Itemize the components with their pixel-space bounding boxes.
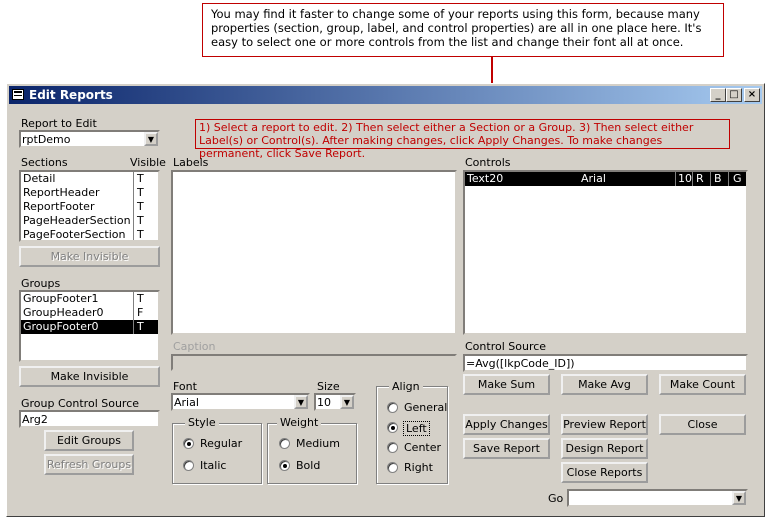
align-left-label: Left — [403, 421, 430, 436]
style-italic-radio[interactable] — [183, 460, 194, 471]
weight-bold-label: Bold — [296, 459, 321, 472]
make-count-button[interactable]: Make Count — [659, 374, 746, 395]
control-source-label: Control Source — [465, 340, 547, 353]
minimize-icon: _ — [715, 89, 721, 100]
group-control-source-label: Group Control Source — [21, 397, 140, 410]
weight-frame-title: Weight — [277, 416, 321, 429]
controls-list[interactable] — [463, 170, 748, 335]
sections-label: Sections — [21, 156, 68, 169]
labels-list[interactable] — [171, 170, 457, 335]
caption-label: Caption — [173, 340, 216, 353]
list-item[interactable]: Detail T — [23, 172, 144, 185]
maximize-icon: □ — [729, 89, 739, 100]
title-bar[interactable] — [9, 86, 762, 104]
align-left-radio[interactable] — [387, 422, 398, 433]
caption-input[interactable] — [171, 354, 457, 371]
style-frame — [172, 423, 262, 484]
align-general-radio[interactable] — [387, 402, 398, 413]
labels-label: Labels — [173, 156, 209, 169]
instructions-text: 1) Select a report to edit. 2) Then select either a Section or a Group. 3) Then select either Label(s) or Control(s). After making changes, click Apply Changes. To make changes permanent, click Save Report. — [199, 121, 694, 160]
weight-frame — [267, 423, 357, 484]
list-item[interactable]: PageHeaderSection T — [23, 214, 144, 227]
close-icon: × — [747, 89, 757, 100]
close-reports-button[interactable]: Close Reports — [561, 462, 648, 483]
form-icon — [12, 89, 24, 100]
align-right-radio[interactable] — [387, 462, 398, 473]
list-item-selected[interactable]: GroupFooter0 T — [21, 320, 158, 334]
font-label: Font — [173, 380, 197, 393]
chevron-down-icon[interactable]: ▼ — [294, 395, 308, 409]
edit-reports-window — [6, 83, 765, 517]
list-item[interactable]: ReportHeader T — [23, 186, 144, 199]
align-frame-title: Align — [389, 380, 423, 393]
make-sum-button[interactable]: Make Sum — [463, 374, 550, 395]
make-invisible-groups-button[interactable]: Make Invisible — [19, 366, 160, 387]
weight-medium-radio[interactable] — [279, 438, 290, 449]
help-callout-text: You may find it faster to change some of your reports using this form, because many properties (section, group, label, and control properties) are all in one place here. It's easy to select one or more controls from the list and change their font all at once. — [211, 7, 702, 49]
style-regular-label: Regular — [200, 437, 243, 450]
save-report-button[interactable]: Save Report — [463, 438, 550, 459]
instructions-note — [195, 119, 730, 160]
report-to-edit-label: Report to Edit — [21, 117, 97, 130]
preview-report-button[interactable]: Preview Report — [561, 414, 648, 435]
chevron-down-icon[interactable]: ▼ — [340, 395, 354, 409]
chevron-down-icon[interactable]: ▼ — [144, 132, 158, 146]
font-combo[interactable]: Arial ▼ — [171, 393, 310, 411]
size-combo[interactable]: 10 ▼ — [314, 393, 356, 411]
window-title: Edit Reports — [29, 88, 113, 102]
list-item[interactable]: GroupHeader0 F — [23, 306, 144, 319]
controls-label: Controls — [465, 156, 511, 169]
style-regular-radio[interactable] — [183, 438, 194, 449]
list-item[interactable]: ReportFooter T — [23, 200, 144, 213]
design-report-button[interactable]: Design Report — [561, 438, 648, 459]
list-item[interactable]: PageFooterSection T — [23, 228, 144, 241]
align-center-label: Center — [404, 441, 442, 454]
group-control-source-input[interactable]: Arg2 — [19, 410, 160, 428]
weight-bold-radio[interactable] — [279, 460, 290, 471]
size-label: Size — [317, 380, 340, 393]
list-item[interactable]: GroupFooter1 T — [23, 292, 144, 305]
go-label: Go — [548, 492, 564, 505]
make-invisible-sections-button[interactable]: Make Invisible — [19, 246, 160, 267]
groups-label: Groups — [21, 277, 61, 290]
align-center-radio[interactable] — [387, 442, 398, 453]
report-to-edit-value: rptDemo — [22, 133, 71, 146]
help-callout — [202, 3, 724, 57]
apply-changes-button[interactable]: Apply Changes — [463, 414, 550, 435]
style-italic-label: Italic — [200, 459, 227, 472]
go-combo[interactable] — [567, 489, 748, 507]
close-window-button[interactable] — [744, 88, 760, 102]
maximize-button[interactable] — [726, 88, 742, 102]
report-to-edit-combo[interactable] — [19, 130, 160, 148]
groups-list[interactable] — [19, 290, 160, 362]
control-source-input[interactable]: =Avg([lkpCode_ID]) — [463, 354, 748, 372]
close-button[interactable]: Close — [659, 414, 746, 435]
align-general-label: General — [404, 401, 448, 414]
style-frame-title: Style — [185, 416, 219, 429]
edit-groups-button[interactable]: Edit Groups — [44, 430, 134, 451]
weight-medium-label: Medium — [296, 437, 340, 450]
list-item-selected[interactable]: Text20 Arial 10 R B G — [465, 172, 746, 186]
minimize-button[interactable] — [710, 88, 726, 102]
refresh-groups-button[interactable]: Refresh Groups — [44, 454, 134, 475]
sections-list[interactable] — [19, 170, 160, 242]
chevron-down-icon[interactable]: ▼ — [732, 491, 746, 505]
sections-visible-label: Visible — [130, 156, 166, 169]
make-avg-button[interactable]: Make Avg — [561, 374, 648, 395]
align-right-label: Right — [404, 461, 433, 474]
